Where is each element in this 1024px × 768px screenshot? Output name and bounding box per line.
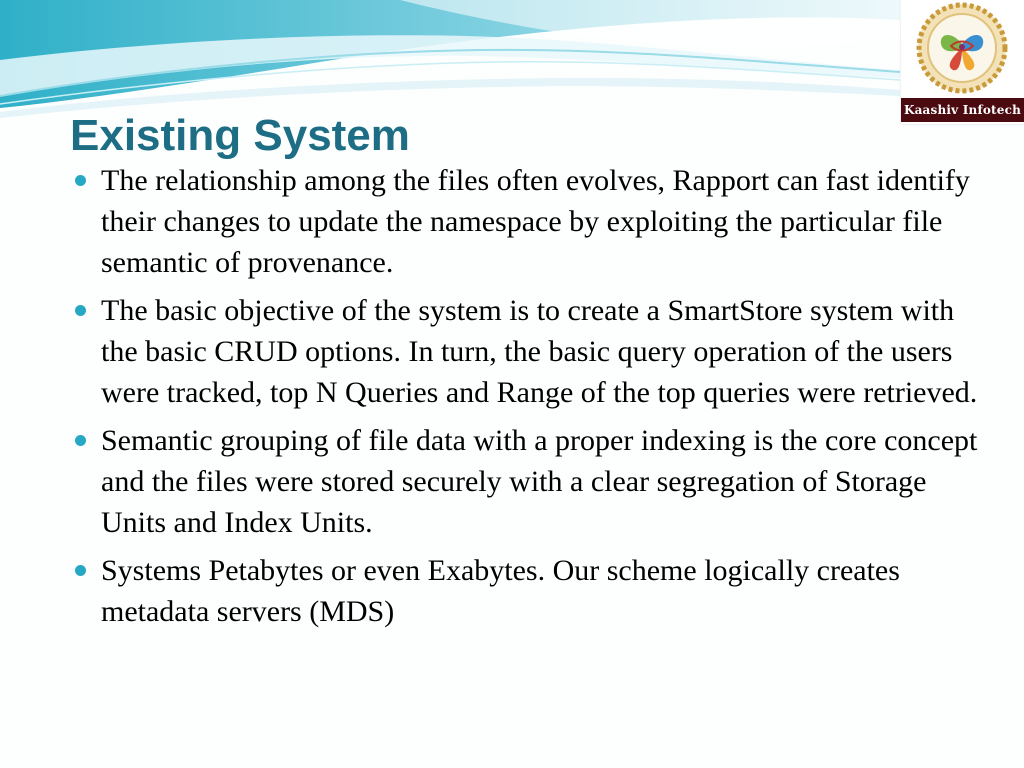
company-logo bbox=[901, 0, 1024, 124]
bullet-item bbox=[72, 160, 982, 283]
slide-title: Existing System bbox=[70, 111, 410, 160]
logo-emblem-icon bbox=[901, 0, 1024, 98]
bullet-dot-icon bbox=[75, 565, 86, 576]
bullet-text: Systems Petabytes or even Exabytes. Our scheme logically creates metadata servers (MDS) bbox=[101, 554, 900, 628]
bullet-dot-icon bbox=[75, 175, 86, 186]
bullet-item bbox=[72, 290, 982, 413]
bullet-text: The basic objective of the system is to create a SmartStore system with the basic CRUD options. In turn, the basic query operation of the users were tracked, top N Queries and Range of the top queries were retrieved. bbox=[101, 294, 978, 409]
logo-caption: Kaashiv Infotech bbox=[901, 98, 1024, 122]
bullet-dot-icon bbox=[75, 435, 86, 446]
bullet-text: Semantic grouping of file data with a proper indexing is the core concept and the files were stored securely with a clear segregation of Storage Units and Index Units. bbox=[101, 424, 978, 539]
bullet-text: The relationship among the files often evolves, Rapport can fast identify their changes to update the namespace by exploiting the particular file semantic of provenance. bbox=[101, 164, 970, 279]
bullet-item bbox=[72, 420, 982, 543]
bullet-item bbox=[72, 550, 982, 632]
bullet-dot-icon bbox=[75, 305, 86, 316]
bullet-list bbox=[72, 160, 982, 639]
